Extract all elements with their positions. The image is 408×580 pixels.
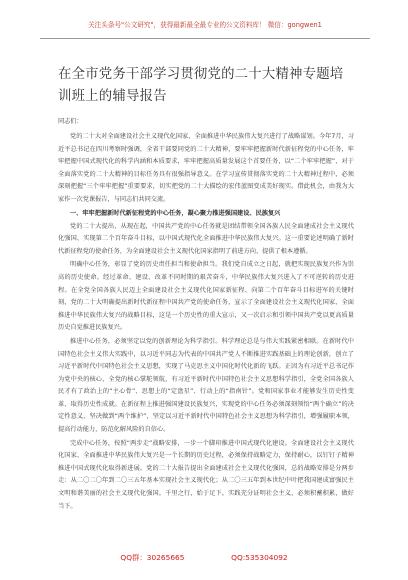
intro-paragraph: 党的二十大对全面建设社会主义现代化国家、全面推进中华民族伟大复兴进行了战略谋划。今年7月，习近平总书记在四川考察时强调，全省干部要同党的二十大精神，要牢牢把握新时代新征程党的中心任务，牢牢把握中国式现代化的科学内涵和本质要求，牢牢把握高质量发展这个首要任务，以“二个牢牢把握”，对于全面落实党的二十大精神的目标任务具有很强指导意义。在学习宣传贯彻落实党的二十大精神过程中，必须深刻把握“三个牢牢把握”重要要求，切实把党的二十大描绘的宏伟蓝图变成美好现实。借此机会，由我为大家作一次党课报告，与同志们共同交流。	[58, 133, 354, 203]
banner-divider	[40, 38, 370, 39]
body-paragraph: 明确中心任务，彰显了党的历史责任担当和使命担当。我们党自成立之日起，就把实现民族复兴作为崇高的历史使命。经过革命、建设、改革不同时期的艰苦奋斗，中华民族伟大复兴进入了不可逆转的历史进程。在全党全国各族人民迈上全面建设社会主义现代化国家新征程、向第二个百年奋斗目标进军的关键时刻，党的二十大明确提出新时代新征程中国共产党的使命任务，宣示了全面建设社会主义现代化国家、全面推进中华民族伟大复兴的战略目标，这是一个历史性的重大宣示，又一次启示和引领中国共产党以更高质量历史自觉推进民族复兴。	[58, 261, 354, 332]
body-paragraph: 党的二十大提出，从现在起，中国共产党的中心任务就是团结带领全国各族人民全面建成社会主义现代化强国、实现第二个百年奋斗目标，以中国式现代化全面推进中华民族伟大复兴。这一重要论述明确了新时代新征程党的使命任务，为全面建设社会主义现代化国家指明了前进方向、提供了根本遵循。	[58, 222, 354, 255]
document-title: 在全市党务干部学习贯彻党的二十大精神专题培训班上的辅导报告	[58, 67, 344, 104]
body-paragraph: 推进中心任务，必须坚定以党的创新理论为科学指引。科学理论总是与伟大实践紧密相联。在新时代中国特色社会主义伟大实践中，以习近平同志为代表的中国共产党人不断推进实践基础上的理论创新，创立了习近平新时代中国特色社会主义思想，实现了马克思主义中国化时代化新的飞跃。正因为有习近平总书记作为党中央的核心、全党的核心掌舵领航，有习近平新时代中国特色社会主义思想科学指引，全党全国各族人民才有了政治上的“主心骨”、思想上的“定盘星”、行动上的“指南针”。党和国家事业才能够发生历史性变革、取得历史性成就。在新征程上推进强国建设民族复兴，实现党的中心任务必须深刻领悟“两个确立”的决定性意义，坚决做到“两个维护”，坚定以习近平新时代中国特色社会主义思想为科学指引，增强履职本领，提高行动能力，防范化解风险的自信心。	[58, 337, 354, 434]
top-banner: 关注头条号"公文研究"，获得最新最全最专业的公文资料库！ 微信：gongwen1	[88, 21, 322, 29]
salutation: 同志们：	[58, 118, 83, 125]
footer-contact	[0, 553, 408, 563]
footer-qq: QQ:535304092	[231, 553, 288, 562]
section-heading-1: 一、牢牢把握新时代新征程党的中心任务，凝心聚力推进强国建设、民族复兴	[70, 209, 281, 217]
body-paragraph: 完成中心任务，按照“两步走”战略安排，一步一个脚印推进中国式现代化建设。全面建设社会主义现代化国家、全面推进中华民族伟大复兴是一个长期的历史过程，必须保持战略定力，保持耐心，以钉钉子精神推进中国式现代化取得新进展。党的二十大报告提出全面建成社会主义现代化强国，总的战略安排是分两步走：从二〇二〇年到二〇三五年基本实现社会主义现代化；从二〇三五年到本世纪中叶把我国建成富强民主文明和谐美丽的社会主义现代化强国。千里之行，始于足下。实践充分证明社会主义，必须积蓄积累，做好当下。	[58, 439, 354, 510]
document-body	[58, 64, 354, 514]
footer-qq-group: QQ群：30265665	[120, 553, 185, 562]
